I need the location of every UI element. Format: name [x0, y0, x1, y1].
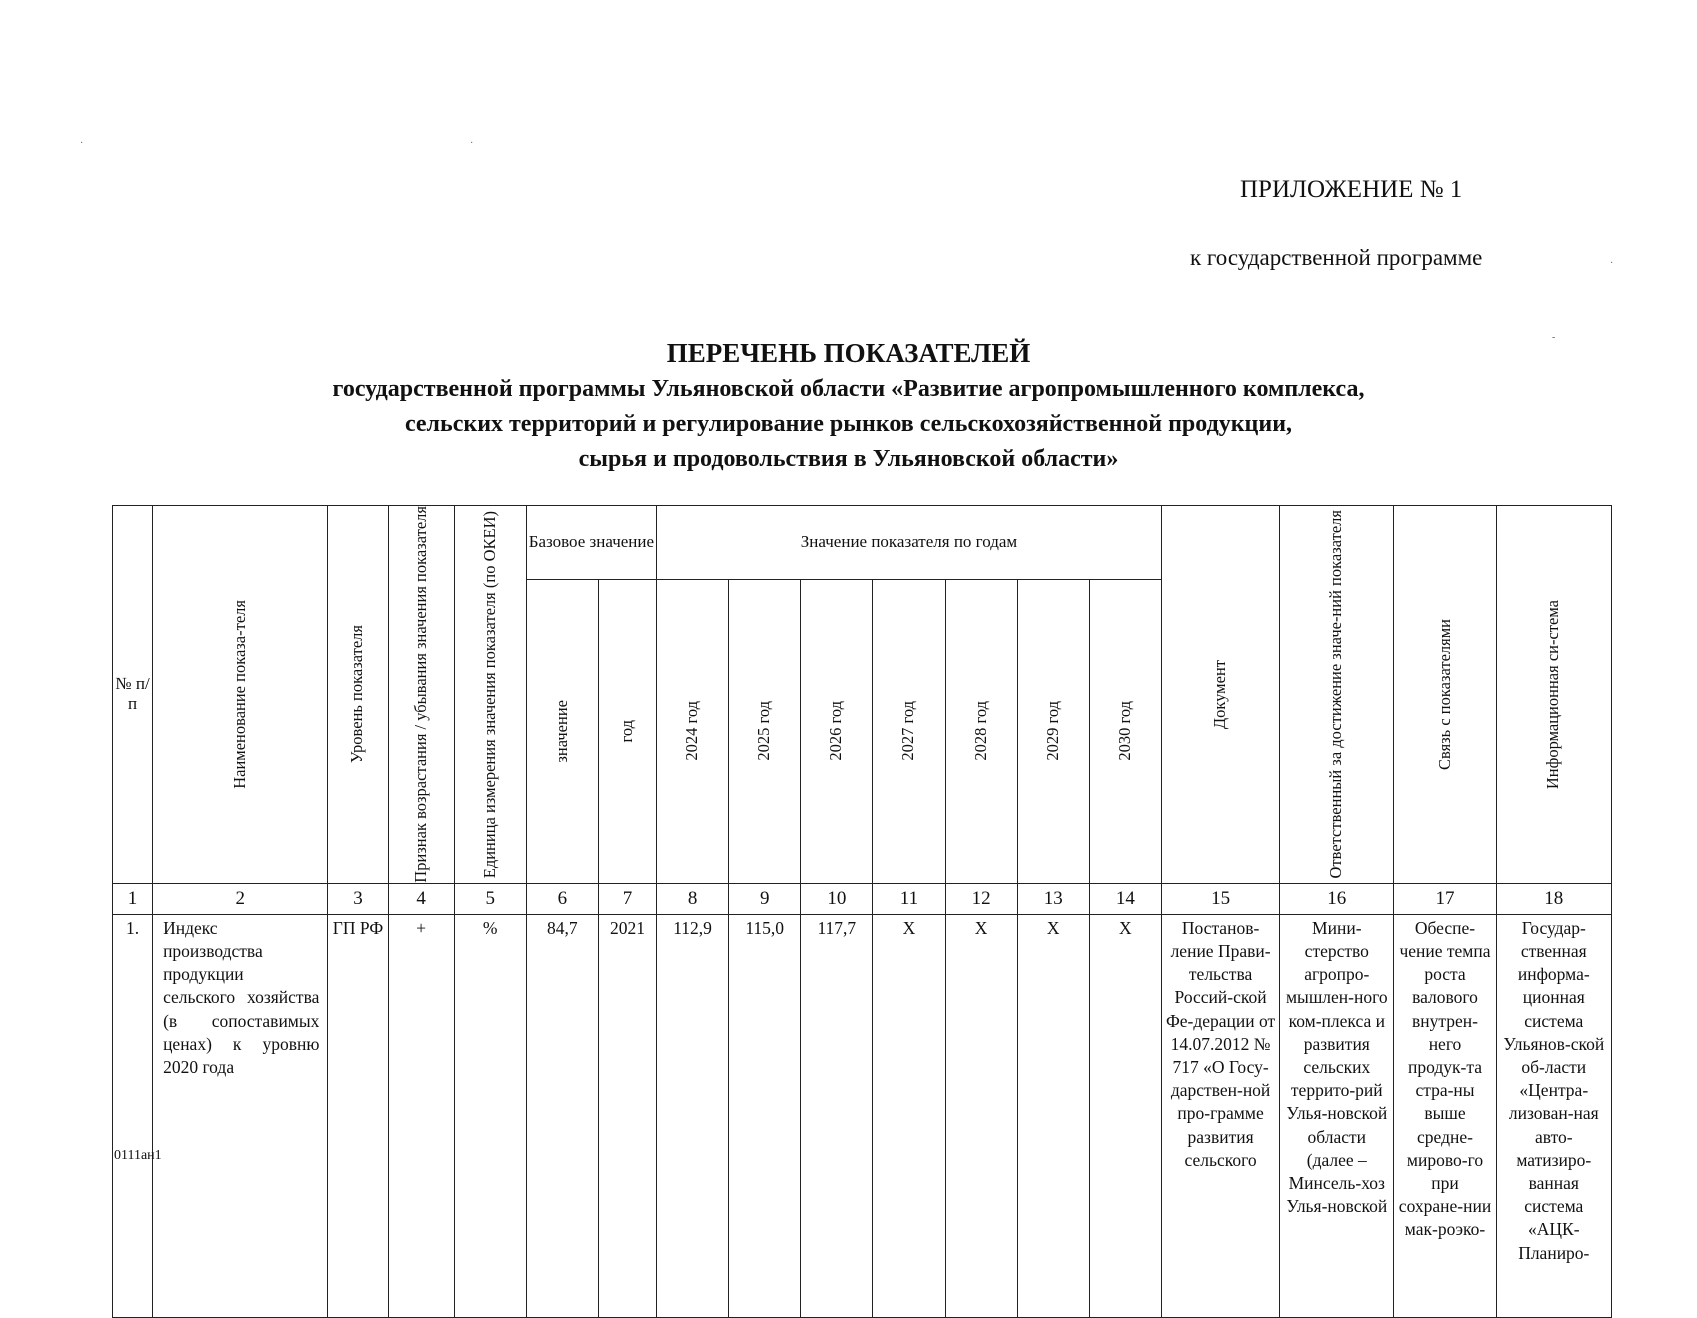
cell-num: 1. — [113, 914, 153, 1317]
col-number: 8 — [657, 883, 729, 914]
col-number: 2 — [153, 883, 328, 914]
document-code: 0111ан1 — [114, 1148, 162, 1163]
scan-speck: - — [1552, 332, 1556, 343]
header-2028: 2028 год — [945, 579, 1017, 883]
col-number: 6 — [526, 883, 598, 914]
col-number: 15 — [1161, 883, 1279, 914]
cell-2024: 112,9 — [657, 914, 729, 1317]
col-number: 5 — [454, 883, 526, 914]
indicators-table — [112, 505, 1612, 1318]
header-2025: 2025 год — [729, 579, 801, 883]
header-base-value: значение — [526, 579, 598, 883]
header-num: № п/п — [113, 506, 153, 884]
column-numbers-row — [113, 883, 1612, 914]
cell-2027: X — [873, 914, 945, 1317]
cell-2029: X — [1017, 914, 1089, 1317]
col-number: 13 — [1017, 883, 1089, 914]
cell-2026: 117,7 — [801, 914, 873, 1317]
table-row — [113, 914, 1612, 1317]
cell-infosys: Государ-ственная информа-ционная система Ульянов-ской об-ласти «Центра-лизован-ная авто-матизиро-ванная система «АЦК-Планиро- — [1496, 914, 1611, 1317]
header-years-group: Значение показателя по годам — [657, 506, 1162, 580]
col-number: 1 — [113, 883, 153, 914]
cell-2025: 115,0 — [729, 914, 801, 1317]
col-number: 7 — [598, 883, 656, 914]
appendix-title: ПРИЛОЖЕНИЕ № 1 — [1240, 176, 1463, 203]
cell-document: Постанов-ление Прави-тельства Россий-ской Фе-дерации от 14.07.2012 № 717 «О Госу-дарствен-ной про-грамме развития сельского — [1161, 914, 1279, 1317]
document-subtitle-line2: сельских территорий и регулирование рынков сельскохозяйственной продукции, — [404, 411, 1293, 437]
cell-responsible: Мини-стерство агропро-мышлен-ного ком-плекса и развития сельских террито-рий Улья-новской области (далее – Минсель-хоз Улья-новской — [1280, 914, 1394, 1317]
cell-indicator-name: Индекс производства продукции сельского хозяйства (в сопоставимых ценах) к уровню 2020 года — [153, 914, 328, 1317]
col-number: 3 — [328, 883, 388, 914]
col-number: 14 — [1089, 883, 1161, 914]
cell-unit: % — [454, 914, 526, 1317]
col-number: 12 — [945, 883, 1017, 914]
col-number: 18 — [1496, 883, 1611, 914]
scan-speck: · — [1610, 258, 1614, 269]
header-name: Наименование показа-теля — [153, 506, 328, 884]
header-unit: Единица измерения значения показателя (по ОКЕИ) — [454, 506, 526, 884]
col-number: 11 — [873, 883, 945, 914]
cell-base-value: 84,7 — [526, 914, 598, 1317]
col-number: 17 — [1394, 883, 1496, 914]
header-2030: 2030 год — [1089, 579, 1161, 883]
document-title: ПЕРЕЧЕНЬ ПОКАЗАТЕЛЕЙ — [666, 338, 1031, 368]
col-number: 4 — [388, 883, 454, 914]
cell-2030: X — [1089, 914, 1161, 1317]
document-subtitle-line3: сырья и продовольствия в Ульяновской области» — [578, 446, 1119, 472]
cell-level: ГП РФ — [328, 914, 388, 1317]
header-base-year: год — [598, 579, 656, 883]
header-link: Связь с показателями — [1394, 506, 1496, 884]
header-responsible: Ответственный за достижение значе-ний показателя — [1280, 506, 1394, 884]
cell-2028: X — [945, 914, 1017, 1317]
header-level: Уровень показателя — [328, 506, 388, 884]
appendix-subtitle: к государственной программе — [1190, 245, 1483, 270]
header-2024: 2024 год — [657, 579, 729, 883]
cell-link: Обеспе-чение темпа роста валового внутрен-него продук-та стра-ны выше средне-мирово-го при сохране-нии мак-роэко- — [1394, 914, 1496, 1317]
header-2027: 2027 год — [873, 579, 945, 883]
cell-base-year: 2021 — [598, 914, 656, 1317]
header-document: Документ — [1161, 506, 1279, 884]
cell-sign: + — [388, 914, 454, 1317]
header-infosys: Информационная си-стема — [1496, 506, 1611, 884]
header-2029: 2029 год — [1017, 579, 1089, 883]
scan-speck: · — [470, 138, 474, 149]
document-subtitle-line1: государственной программы Ульяновской области «Развитие агропромышленного комплекса, — [332, 376, 1365, 402]
scan-speck: · — [80, 138, 84, 149]
header-sign: Признак возрастания / убывания значения показателя — [388, 506, 454, 884]
col-number: 16 — [1280, 883, 1394, 914]
header-base: Базовое значение — [526, 506, 656, 580]
col-number: 10 — [801, 883, 873, 914]
col-number: 9 — [729, 883, 801, 914]
header-2026: 2026 год — [801, 579, 873, 883]
